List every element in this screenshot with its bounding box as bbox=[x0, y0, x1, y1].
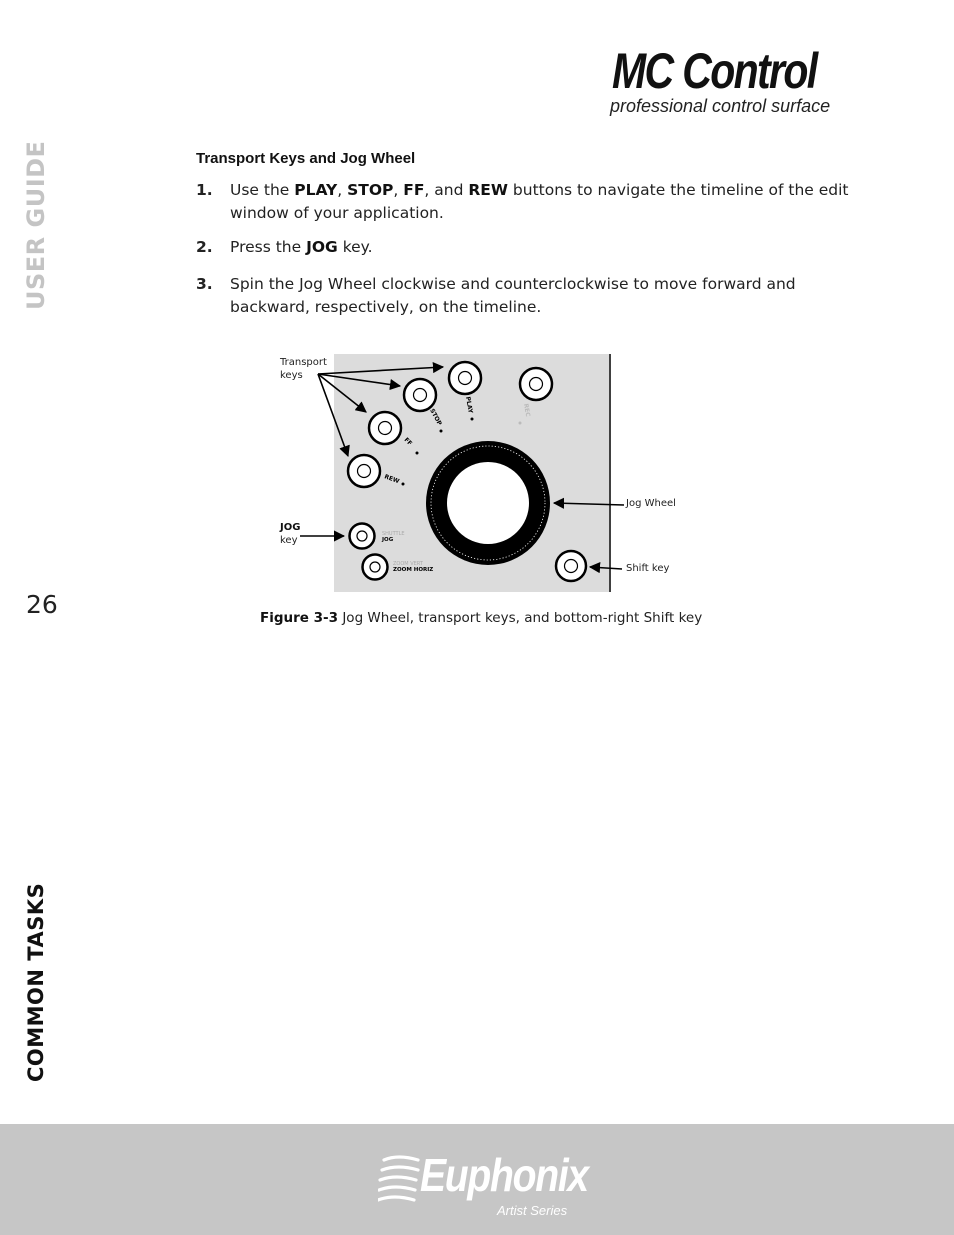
step-text-part: Use the bbox=[230, 181, 295, 199]
step-keyword-ff: FF bbox=[403, 181, 425, 199]
figure-caption bbox=[260, 610, 702, 626]
rec-key[interactable] bbox=[520, 368, 552, 400]
ff-key-led bbox=[416, 452, 419, 455]
step-number: 1. bbox=[196, 181, 213, 199]
mc-control-logo: MC Control bbox=[612, 43, 817, 99]
step-text-part: buttons to navigate the timeline of the edit window of your application. bbox=[230, 181, 849, 222]
rec-key-label: REC bbox=[522, 403, 532, 418]
shuttle-label: SHUTTLE bbox=[382, 531, 405, 537]
step-3 bbox=[196, 273, 856, 319]
step-text-part: key. bbox=[337, 238, 373, 256]
logo-subtitle: professional control surface bbox=[610, 96, 831, 116]
play-key[interactable] bbox=[449, 362, 481, 394]
page-number: 26 bbox=[26, 590, 58, 619]
jog-wheel[interactable] bbox=[426, 441, 550, 565]
ff-key-label: FF bbox=[402, 436, 414, 448]
callout-transport-line1: Transport bbox=[280, 357, 327, 368]
play-key-led bbox=[471, 418, 474, 421]
callout-shift-key: Shift key bbox=[626, 563, 670, 574]
zoom-key[interactable] bbox=[363, 555, 388, 580]
step-text bbox=[230, 179, 856, 225]
step-text bbox=[230, 236, 856, 259]
ff-key[interactable] bbox=[369, 412, 401, 444]
step-text-part: , bbox=[393, 181, 404, 199]
side-label-user-guide-wrap bbox=[20, 140, 56, 310]
stop-key-led bbox=[440, 430, 443, 433]
step-text-part: , bbox=[337, 181, 348, 199]
jog-label: JOG bbox=[382, 537, 394, 543]
euphonix-series: Artist Series bbox=[497, 1203, 568, 1218]
figure-caption-text: Jog Wheel, transport keys, and bottom-right Shift key bbox=[338, 610, 703, 626]
step-keyword-stop: STOP bbox=[347, 181, 394, 199]
euphonix-brand: Euphonix bbox=[420, 1149, 588, 1201]
callout-jog-line2: key bbox=[280, 535, 298, 546]
figure-caption-label: Figure 3-3 bbox=[260, 610, 339, 626]
jog-key[interactable] bbox=[350, 524, 375, 549]
side-label-common-tasks-wrap bbox=[20, 870, 56, 1082]
zoom-vert-label: ZOOM VERT bbox=[393, 561, 423, 567]
shift-key[interactable] bbox=[556, 551, 586, 581]
step-number: 3. bbox=[196, 275, 213, 293]
rew-key-led bbox=[402, 483, 405, 486]
step-text-part: Press the bbox=[230, 238, 307, 256]
step-number: 2. bbox=[196, 238, 213, 256]
jog-wheel-figure bbox=[260, 350, 700, 600]
section-heading: Transport Keys and Jog Wheel bbox=[196, 150, 416, 167]
side-label-common-tasks: COMMON TASKS bbox=[24, 882, 48, 1082]
rec-key-led bbox=[519, 422, 522, 425]
callout-jog-wheel: Jog Wheel bbox=[626, 498, 676, 509]
step-text: Spin the Jog Wheel clockwise and counterclockwise to move forward and backward, respectively, on the timeline. bbox=[230, 275, 796, 316]
stop-key-label: STOP bbox=[428, 407, 443, 427]
rew-key[interactable] bbox=[348, 455, 380, 487]
step-1 bbox=[196, 179, 856, 225]
stop-key[interactable] bbox=[404, 379, 436, 411]
zoom-horiz-label: ZOOM HORIZ bbox=[393, 567, 434, 573]
step-keyword-play: PLAY bbox=[294, 181, 338, 199]
side-label-user-guide: USER GUIDE bbox=[22, 140, 50, 310]
step-2 bbox=[196, 236, 856, 259]
rew-key-label: REW bbox=[383, 473, 401, 486]
callout-jog-line1: JOG bbox=[280, 522, 301, 533]
step-text-part: , and bbox=[424, 181, 469, 199]
callout-transport-line2: keys bbox=[280, 370, 303, 381]
step-keyword-jog: JOG bbox=[306, 238, 338, 256]
step-keyword-rew: REW bbox=[468, 181, 508, 199]
play-key-label: PLAY bbox=[464, 396, 474, 414]
